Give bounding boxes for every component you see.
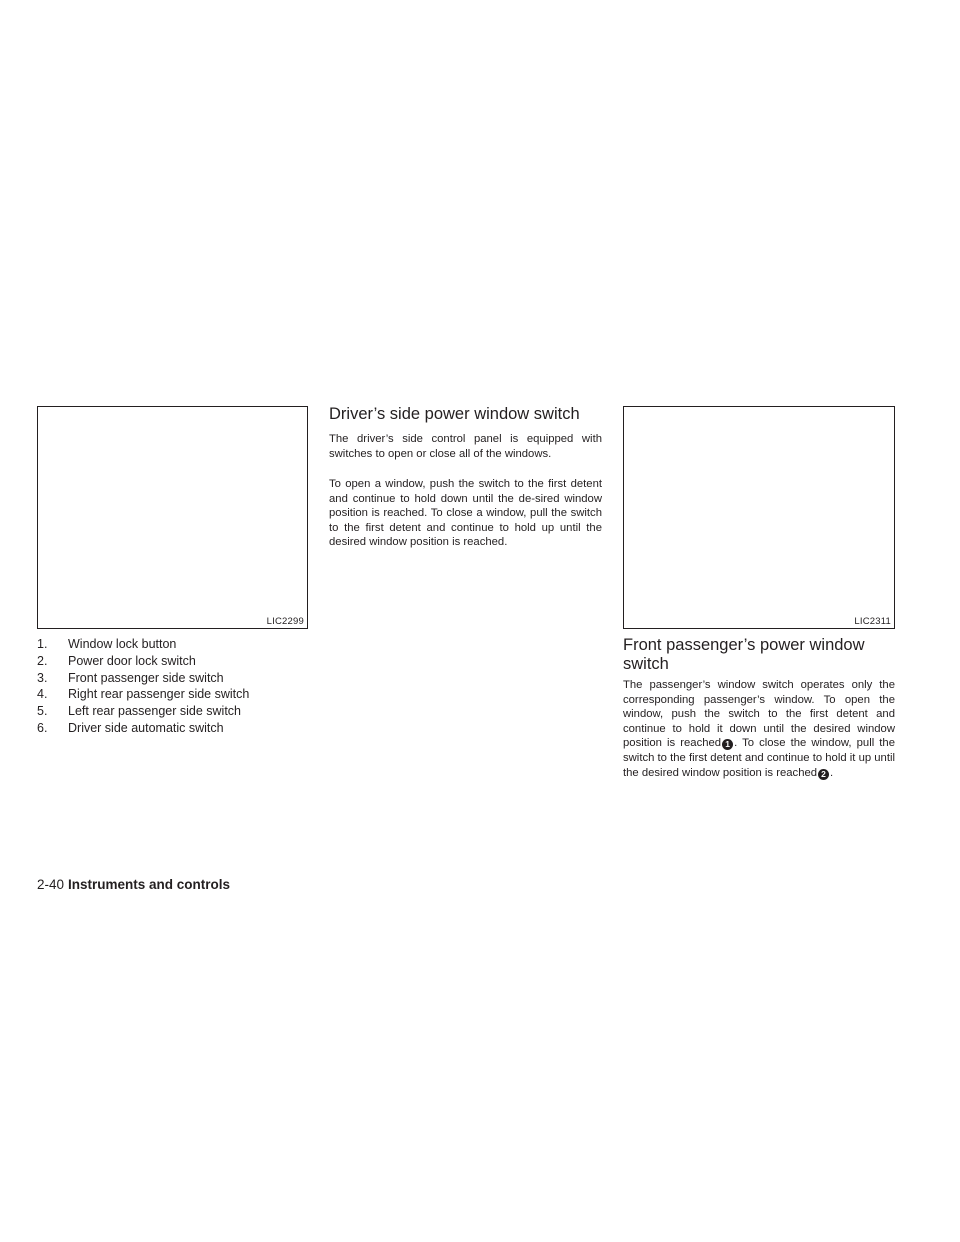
figure-code: LIC2299: [266, 616, 304, 627]
callout-2-icon: 2: [818, 769, 829, 780]
page-number: 2-40: [37, 877, 65, 892]
figure-code: LIC2311: [854, 616, 891, 627]
page-footer: [37, 877, 230, 893]
list-item: 6. Driver side automatic switch: [37, 720, 224, 735]
figure-window-switch-panel: [37, 406, 308, 629]
list-item: 5. Left rear passenger side switch: [37, 704, 242, 719]
passenger-paragraph: The passenger’s window switch operates only the corresponding passenger’s window. To open the window, push the switch to the first detent and continue to hold it down until the desired window position is reached 1 . To close the window, pull the switch to the first detent and continue to hold it up until the desired window position is reached 2 .: [623, 679, 895, 779]
figure-caption-list: [37, 636, 317, 737]
list-item: 2. Power door lock switch: [37, 653, 196, 668]
list-item: 4. Right rear passenger side switch: [37, 687, 250, 702]
figure-passenger-switch: [623, 406, 895, 629]
driver-paragraph-2: To open a window, push the switch to the first detent and continue to hold down until the de-sired window position is reached. To close a window, pull the switch to the first detent and continue to hold up until the desired window position is reached.: [329, 478, 602, 549]
section-title: Instruments and controls: [68, 877, 231, 892]
list-item: 1. Window lock button: [37, 637, 177, 651]
driver-paragraph-1: The driver’s side control panel is equipped with switches to open or close all of the windows.: [329, 433, 602, 460]
callout-1-icon: 1: [722, 739, 733, 750]
section-heading-driver: Driver’s side power window switch: [329, 405, 580, 423]
list-item: 3. Front passenger side switch: [37, 670, 224, 685]
section-heading-passenger: Front passenger’s power window switch: [623, 636, 865, 673]
